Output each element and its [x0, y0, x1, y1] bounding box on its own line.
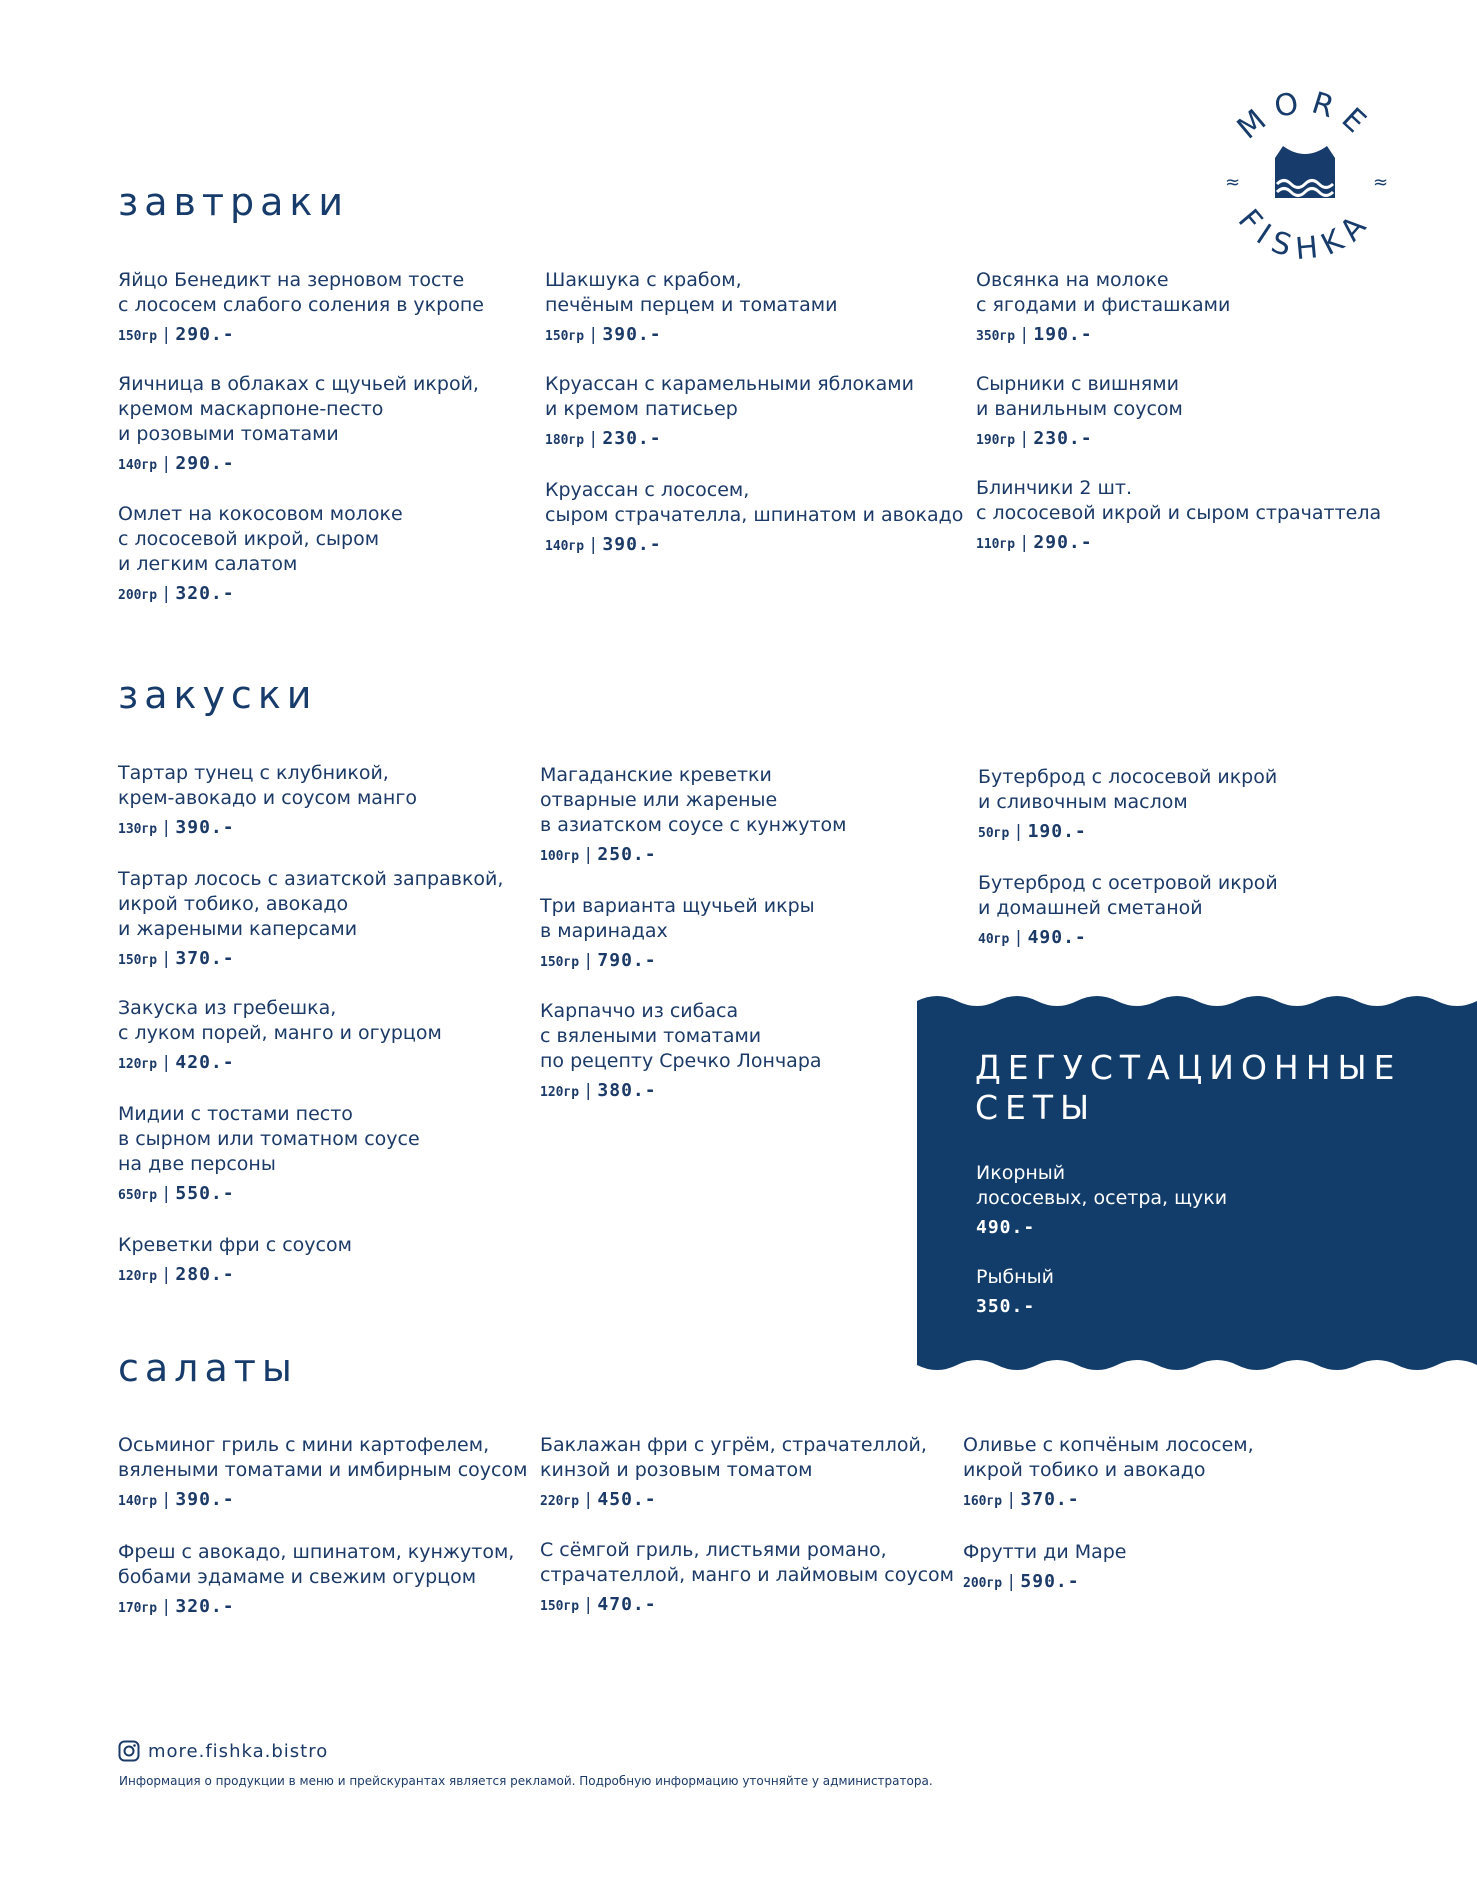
- item-meta: [540, 1489, 980, 1510]
- set-price: 490.-: [976, 1217, 1036, 1238]
- item-weight: 110гр: [976, 537, 1016, 552]
- fish-tail-waves-icon: [1275, 146, 1335, 198]
- more-fishka-logo-icon: [1205, 80, 1405, 280]
- item-price: 370.-: [175, 948, 235, 969]
- logo: [1205, 80, 1405, 284]
- item-name: Бутерброд с осетровой икрой и домашней сметаной: [978, 872, 1278, 919]
- separator: |: [583, 845, 594, 865]
- item-weight: 120гр: [118, 1057, 158, 1072]
- separator: |: [588, 429, 599, 449]
- item-name: Сырники с вишнями и ванильным соусом: [976, 373, 1183, 420]
- menu-item: [976, 372, 1396, 449]
- item-name: Блинчики 2 шт. с лососевой икрой и сыром страчаттела: [976, 477, 1382, 524]
- section-title-salads: салаты: [118, 1346, 298, 1390]
- separator: |: [1019, 325, 1030, 345]
- separator: |: [161, 584, 172, 604]
- menu-item: [978, 765, 1398, 842]
- separator: |: [1013, 928, 1024, 948]
- item-name: Креветки фри с соусом: [118, 1234, 352, 1256]
- tasting-sets-panel: [917, 993, 1477, 1373]
- item-name: Круассан с лососем, сыром страчателла, шпинатом и авокадо: [545, 479, 964, 526]
- item-name: Круассан с карамельными яблоками и кремом патисьер: [545, 373, 914, 420]
- item-weight: 40гр: [978, 932, 1010, 947]
- item-weight: 140гр: [545, 539, 585, 554]
- logo-bottom-text: FISHKA: [1230, 202, 1380, 268]
- item-meta: [978, 821, 1398, 842]
- logo-top-text: MORE: [1230, 84, 1380, 147]
- item-meta: [540, 844, 960, 865]
- item-name: Тартар тунец с клубникой, крем-авокадо и соусом манго: [118, 762, 417, 809]
- item-meta: [545, 534, 985, 555]
- menu-item: [963, 1433, 1383, 1510]
- section-title-snacks: закуски: [118, 673, 318, 717]
- separator: |: [161, 818, 172, 838]
- menu-item: [118, 1540, 558, 1617]
- separator: |: [588, 535, 599, 555]
- item-meta: [976, 532, 1436, 553]
- item-price: 290.-: [175, 324, 235, 345]
- set-name: Икорный лососевых, осетра, щуки: [976, 1162, 1228, 1209]
- item-meta: [976, 324, 1396, 345]
- separator: |: [583, 1081, 594, 1101]
- separator: |: [161, 1053, 172, 1073]
- separator: |: [583, 1595, 594, 1615]
- item-meta: [118, 324, 538, 345]
- menu-item: [978, 871, 1398, 948]
- item-weight: 150гр: [540, 1599, 580, 1614]
- item-price: 390.-: [175, 817, 235, 838]
- item-meta: [976, 428, 1396, 449]
- item-name: Тартар лосось с азиатской заправкой, икрой тобико, авокадо и жареными каперсами: [118, 868, 504, 940]
- item-name: Баклажан фри с угрём, страчателлой, кинзой и розовым томатом: [540, 1434, 927, 1481]
- item-price: 230.-: [602, 428, 662, 449]
- menu-item: [545, 372, 965, 449]
- item-price: 280.-: [175, 1264, 235, 1285]
- item-meta: [118, 453, 538, 474]
- item-meta: [978, 927, 1398, 948]
- instagram-handle: more.fishka.bistro: [148, 1740, 329, 1762]
- item-name: Осьминог гриль с мини картофелем, вялеными томатами и имбирным соусом: [118, 1434, 528, 1481]
- menu-item: [118, 268, 538, 345]
- item-meta: [545, 428, 965, 449]
- item-price: 290.-: [175, 453, 235, 474]
- item-weight: 190гр: [976, 433, 1016, 448]
- item-weight: 130гр: [118, 822, 158, 837]
- item-weight: 220гр: [540, 1494, 580, 1509]
- item-weight: 180гр: [545, 433, 585, 448]
- item-name: Яичница в облаках с щучьей икрой, кремом маскарпоне-песто и розовыми томатами: [118, 373, 479, 445]
- separator: |: [161, 1490, 172, 1510]
- item-meta: [540, 1080, 960, 1101]
- item-weight: 140гр: [118, 458, 158, 473]
- menu-item: [545, 268, 965, 345]
- item-weight: 150гр: [545, 329, 585, 344]
- item-price: 790.-: [597, 950, 657, 971]
- item-name: Закуска из гребешка, с луком порей, манго и огурцом: [118, 997, 442, 1044]
- item-meta: [545, 324, 965, 345]
- svg-text:FISHKA: [1231, 203, 1379, 267]
- menu-item: [118, 502, 538, 604]
- menu-item: [540, 1538, 980, 1615]
- separator: |: [161, 1265, 172, 1285]
- separator: |: [1013, 822, 1024, 842]
- item-meta: [118, 1183, 538, 1204]
- menu-item: [118, 1433, 558, 1510]
- svg-text:MORE: [1231, 85, 1380, 147]
- item-meta: [118, 1264, 538, 1285]
- item-price: 470.-: [597, 1594, 657, 1615]
- item-name: Овсянка на молоке с ягодами и фисташками: [976, 269, 1231, 316]
- advertising-disclaimer: Информация о продукции в меню и прейскурантах является рекламой. Подробную информацию уточняйте у администратора.: [119, 1774, 933, 1788]
- item-weight: 150гр: [540, 955, 580, 970]
- item-weight: 150гр: [118, 953, 158, 968]
- item-name: Оливье с копчёным лососем, икрой тобико и авокадо: [963, 1434, 1254, 1481]
- item-price: 230.-: [1033, 428, 1093, 449]
- item-weight: 350гр: [976, 329, 1016, 344]
- item-name: Яйцо Бенедикт на зерновом тосте с лососем слабого соления в укропе: [118, 269, 484, 316]
- item-price: 550.-: [175, 1183, 235, 1204]
- menu-item: [118, 1102, 538, 1204]
- item-meta: [118, 1596, 558, 1617]
- item-name: Мидии с тостами песто в сырном или томатном соусе на две персоны: [118, 1103, 420, 1175]
- item-meta: [963, 1571, 1383, 1592]
- menu-item: [963, 1540, 1383, 1592]
- item-weight: 150гр: [118, 329, 158, 344]
- separator: |: [161, 1184, 172, 1204]
- set-name: Рыбный: [976, 1266, 1054, 1288]
- item-meta: [118, 1052, 538, 1073]
- separator: |: [1006, 1572, 1017, 1592]
- menu-item: [118, 372, 538, 474]
- item-weight: 100гр: [540, 849, 580, 864]
- instagram-link[interactable]: [118, 1740, 328, 1762]
- svg-text:≈: ≈: [1373, 172, 1389, 193]
- item-name: Шакшука с крабом, печёным перцем и томатами: [545, 269, 838, 316]
- item-weight: 160гр: [963, 1494, 1003, 1509]
- item-meta: [963, 1489, 1383, 1510]
- instagram-icon: [118, 1740, 140, 1762]
- item-weight: 200гр: [118, 588, 158, 603]
- item-price: 390.-: [602, 324, 662, 345]
- separator: |: [583, 1490, 594, 1510]
- menu-item: [976, 476, 1436, 553]
- item-weight: 170гр: [118, 1601, 158, 1616]
- separator: |: [161, 949, 172, 969]
- menu-item: [118, 996, 538, 1073]
- item-price: 290.-: [1033, 532, 1093, 553]
- item-meta: [540, 950, 960, 971]
- menu-item: [118, 1233, 538, 1285]
- item-name: Фрутти ди Маре: [963, 1541, 1127, 1563]
- svg-text:≈: ≈: [1225, 172, 1241, 193]
- tasting-set: [976, 1265, 1054, 1317]
- item-name: С сёмгой гриль, листьями романо, страчателлой, манго и лаймовым соусом: [540, 1539, 955, 1586]
- menu-item: [118, 867, 538, 969]
- item-weight: 650гр: [118, 1188, 158, 1203]
- item-price: 190.-: [1033, 324, 1093, 345]
- item-price: 320.-: [175, 1596, 235, 1617]
- menu-item: [118, 761, 538, 838]
- section-title-breakfast: завтраки: [118, 180, 350, 224]
- item-price: 420.-: [175, 1052, 235, 1073]
- item-price: 490.-: [1027, 927, 1087, 948]
- menu-item: [540, 999, 960, 1101]
- item-meta: [118, 817, 538, 838]
- set-price: 350.-: [976, 1296, 1036, 1317]
- item-weight: 120гр: [118, 1269, 158, 1284]
- item-meta: [118, 583, 538, 604]
- item-price: 250.-: [597, 844, 657, 865]
- separator: |: [1019, 533, 1030, 553]
- item-meta: [118, 948, 538, 969]
- separator: |: [1019, 429, 1030, 449]
- item-name: Омлет на кокосовом молоке с лососевой икрой, сыром и легким салатом: [118, 503, 403, 575]
- menu-item: [540, 894, 960, 971]
- item-name: Карпаччо из сибаса с вялеными томатами по рецепту Сречко Лончара: [540, 1000, 822, 1072]
- item-meta: [540, 1594, 980, 1615]
- separator: |: [1006, 1490, 1017, 1510]
- tasting-set: [976, 1161, 1227, 1238]
- menu-item: [976, 268, 1396, 345]
- separator: |: [161, 325, 172, 345]
- item-name: Магаданские креветки отварные или жареные в азиатском соусе с кунжутом: [540, 764, 847, 836]
- item-name: Бутерброд с лососевой икрой и сливочным маслом: [978, 766, 1278, 813]
- menu-item: [545, 478, 985, 555]
- item-price: 320.-: [175, 583, 235, 604]
- item-name: Три варианта щучьей икры в маринадах: [540, 895, 815, 942]
- separator: |: [161, 454, 172, 474]
- item-weight: 200гр: [963, 1576, 1003, 1591]
- item-price: 190.-: [1027, 821, 1087, 842]
- item-price: 450.-: [597, 1489, 657, 1510]
- item-weight: 120гр: [540, 1085, 580, 1100]
- item-price: 390.-: [175, 1489, 235, 1510]
- item-name: Фреш с авокадо, шпинатом, кунжутом, бобами эдамаме и свежим огурцом: [118, 1541, 515, 1588]
- item-weight: 140гр: [118, 1494, 158, 1509]
- menu-item: [540, 1433, 980, 1510]
- item-weight: 50гр: [978, 826, 1010, 841]
- item-meta: [118, 1489, 558, 1510]
- separator: |: [588, 325, 599, 345]
- item-price: 370.-: [1020, 1489, 1080, 1510]
- section-title-tasting-sets: ДЕГУСТАЦИОННЫЕ СЕТЫ: [975, 1048, 1402, 1127]
- separator: |: [161, 1597, 172, 1617]
- separator: |: [583, 951, 594, 971]
- menu-item: [540, 763, 960, 865]
- item-price: 390.-: [602, 534, 662, 555]
- item-price: 380.-: [597, 1080, 657, 1101]
- item-price: 590.-: [1020, 1571, 1080, 1592]
